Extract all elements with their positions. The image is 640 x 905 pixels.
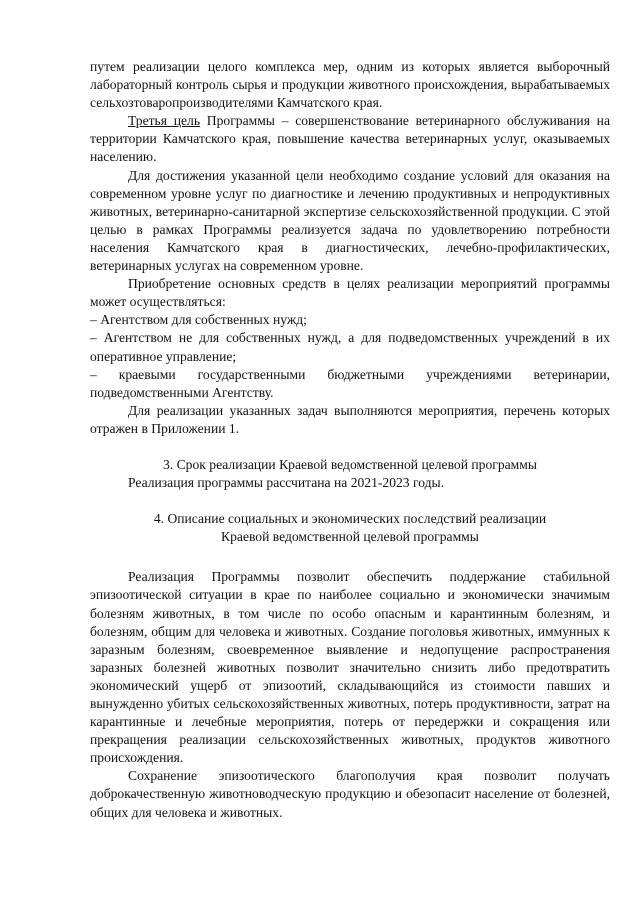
paragraph-consequences: Реализация Программы позволит обеспечить поддержание стабильной эпизоотической ситуации в крае по наиболее социально и экономически значимым болезням животных, в том числе по особо опасным и карантинным болезням, и болезням, общим для человека и животных. Создание поголовья животных, иммунных к заразным болезням, своевременное выявление и недопущение распространения заразных болезней животных позволит значительно снизить либо предотвратить экономический ущерб от эпизоотий, складывающийся из стоимости павших и вынужденно убитых сельскохозяйственных животных, потерь продуктивности, затрат на карантинные и лечебные мероприятия, потерь от передержки и сокращения или прекращения реализации сельскохозяйственных животных, продуктов животного происхождения. (90, 569, 610, 766)
list-item: – Агентством для собственных нужд; (90, 312, 307, 328)
section-heading-3: 3. Срок реализации Краевой ведомственной целевой программы (163, 456, 537, 472)
list-item: – Агентством не для собственных нужд, а для подведомственных учреждений в их оперативное управление; (90, 330, 610, 364)
document-page (90, 58, 610, 822)
paragraph-text: Программы – совершенствование ветеринарного обслуживания на территории Камчатского края, повышение качества ветеринарных услуг, оказываемых населению. (90, 113, 610, 165)
paragraph-wellbeing: Сохранение эпизоотического благополучия края позволит получать доброкачественную животноводческую продукцию и обезопасит население от болезней, общих для человека и животных. (90, 768, 610, 820)
list-item: – краевыми государственными бюджетными учреждениями ветеринарии, подведомственными Агентству. (90, 366, 610, 400)
underlined-phrase: Третья цель (128, 113, 201, 129)
section-heading-4-line2: Краевой ведомственной целевой программы (221, 529, 479, 545)
paragraph-continuation: путем реализации целого комплекса мер, одним из которых является выборочный лабораторный контроль сырья и продукции животного происхождения, вырабатываемых сельхозтоваропроизводителями Камчатского края. (90, 59, 610, 111)
paragraph-measures: Для реализации указанных задач выполняются мероприятия, перечень которых отражен в Приложении 1. (90, 402, 610, 436)
paragraph-conditions: Для достижения указанной цели необходимо создание условий для оказания на современном уровне услуг по диагностике и лечению продуктивных и непродуктивных животных, ветеринарно-санитарной экспертизе сельскохозяйственной продукции. С этой целью в рамках Программы реализуется задача по удовлетворению потребности населения Камчатского края в диагностических, лечебно-профилактических, ветеринарных услугах на современном уровне. (90, 167, 610, 274)
section-heading-4: 4. Описание социальных и экономических последствий реализации (153, 511, 547, 527)
paragraph-duration: Реализация программы рассчитана на 2021-2023 годы. (128, 475, 445, 491)
paragraph-third-goal (90, 112, 610, 166)
paragraph-assets: Приобретение основных средств в целях реализации мероприятий программы может осуществляться: (90, 276, 610, 310)
